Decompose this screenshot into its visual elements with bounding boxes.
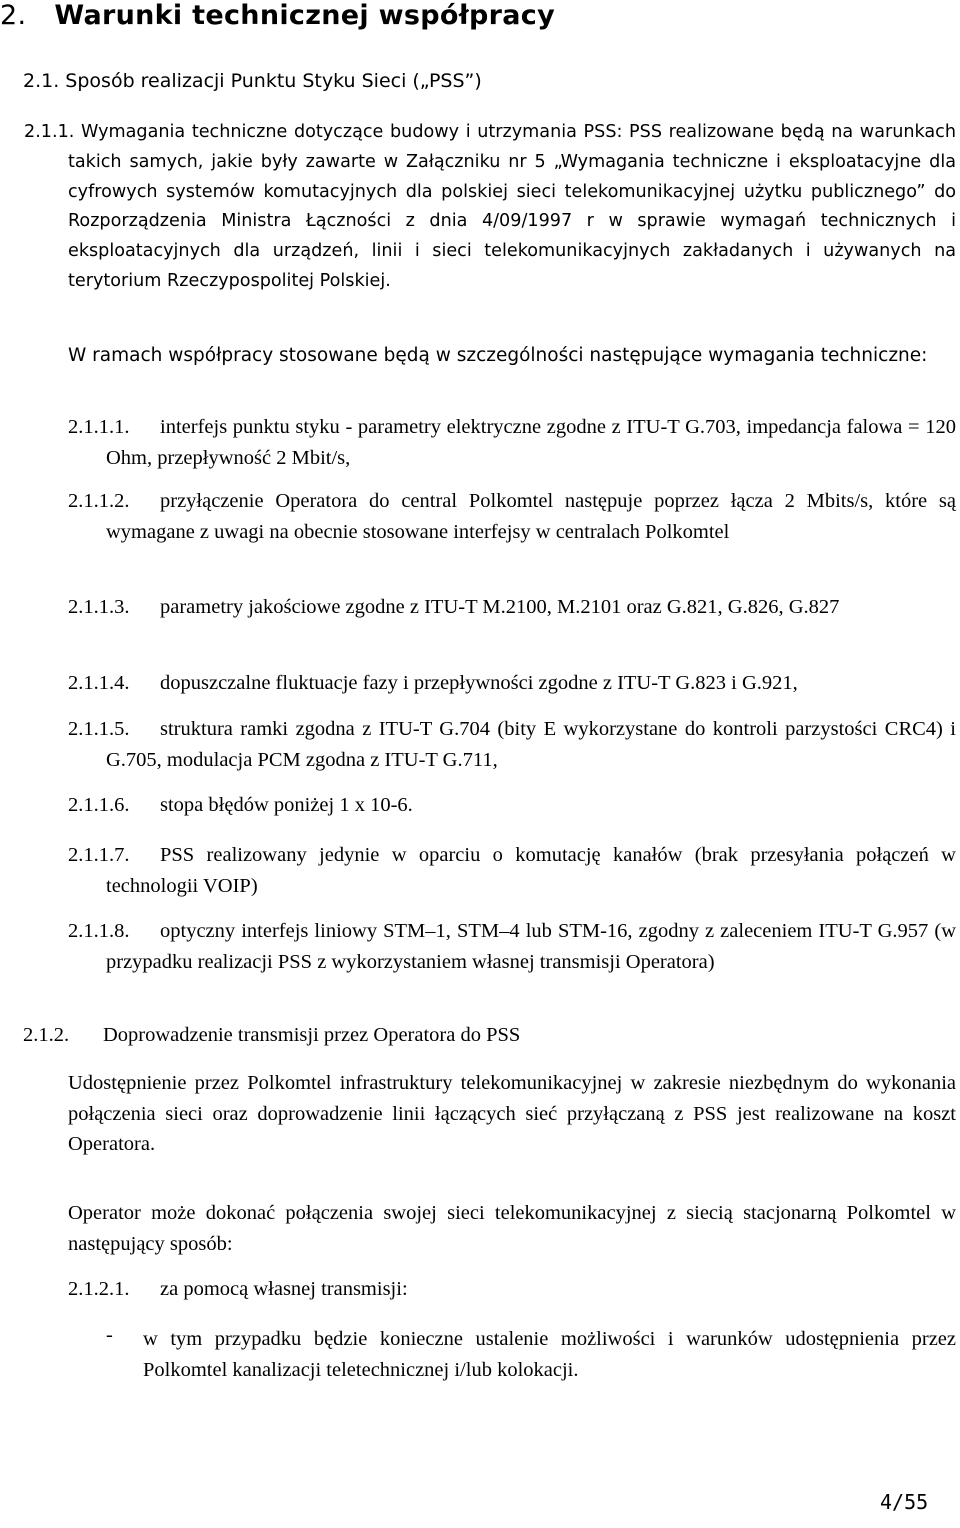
section-title: Warunki technicznej współpracy [54,0,555,31]
paragraph-label: 2.1.1. [24,122,75,142]
list-item [68,668,956,699]
intro-paragraph: W ramach współpracy stosowane będą w szczególności następujące wymagania techniczne: [68,345,928,366]
item-text: optyczny interfejs liniowy STM–1, STM–4 lub STM-16, zgodny z zaleceniem ITU-T G.957 (w przypadku realizacji PSS z wykorzystaniem własnej transmisji Operatora) [106,920,956,973]
section-number: 2. [0,0,27,31]
paragraph-udostepnienie: Udostępnienie przez Polkomtel infrastruktury telekomunikacyjnej w zakresie niezbędnym do wykonania połączenia sieci oraz doprowadzenie linii łączących sieć przyłączaną z PSS jest realizowane na koszt Operatora. [68,1072,956,1155]
subsection-2-1-2 [23,1024,520,1047]
subsection-title: Doprowadzenie transmisji przez Operatora do PSS [103,1024,521,1046]
paragraph-text: Wymagania techniczne dotyczące budowy i utrzymania PSS: PSS realizowane będą na warunkach takich samych, jakie były zawarte w Załączniku nr 5 „Wymagania techniczne i eksploatacyjne dla cyfrowych systemów komutacyjnych dla polskiej sieci telekomunikacyjnej użytku publicznego” do Rozporządzenia Ministra Łączności z dnia 4/09/1997 r w sprawie wymagań technicznych i eksploatacyjnych dla urządzeń, linii i sieci telekomunikacyjnych zakładanych i używanych na terytorium Rzeczypospolitej Polskiej. [68,122,956,291]
item-text: stopa błędów poniżej 1 x 10-6. [160,794,413,816]
item-label: 2.1.1.3. [68,596,130,618]
item-label: 2.1.1.7. [68,844,130,866]
item-text: przyłączenie Operatora do central Polkomtel następuje poprzez łącza 2 Mbits/s, które są wymagane z uwagi na obecnie stosowane interfejsy w centralach Polkomtel [106,490,956,543]
subsection-label: 2.1.2.1. [68,1278,130,1300]
bullet-dash: - [106,1324,113,1346]
item-text: struktura ramki zgodna z ITU-T G.704 (bity E wykorzystane do kontroli parzystości CRC4) i G.705, modulacja PCM zgodna z ITU-T G.711, [106,718,956,771]
item-text: dopuszczalne fluktuacje fazy i przepływności zgodne z ITU-T G.823 i G.921, [160,672,798,694]
item-text: PSS realizowany jedynie w oparciu o komutację kanałów (brak przesyłania połączeń w technologii VOIP) [106,844,956,897]
item-text: parametry jakościowe zgodne z ITU-T M.2100, M.2101 oraz G.821, G.826, G.827 [160,596,840,618]
subsection-2-1-2-1 [68,1278,408,1301]
item-text: interfejs punktu styku - parametry elektryczne zgodne z ITU-T G.703, impedancja falowa = 120 Ohm, przepływność 2 Mbit/s, [106,416,956,469]
paragraph-2-1-1 [24,118,956,297]
item-label: 2.1.1.2. [68,490,130,512]
list-item [68,916,956,977]
section-heading [0,0,555,31]
item-label: 2.1.1.5. [68,718,130,740]
list-item [68,714,956,775]
list-item [68,790,956,821]
list-item [68,592,956,623]
subsection-label: 2.1.2. [23,1024,70,1046]
list-item [68,412,956,473]
paragraph-operator: Operator może dokonać połączenia swojej sieci telekomunikacyjnej z siecią stacjonarną Polkomtel w następujący sposób: [68,1202,956,1255]
subsection-heading: 2.1. Sposób realizacji Punktu Styku Sieci („PSS”) [23,70,482,92]
list-item [68,840,956,901]
bullet-text: w tym przypadku będzie konieczne ustalenie możliwości i warunków udostępnienia przez Polkomtel kanalizacji teletechnicznej i/lub kolokacji. [143,1328,956,1381]
page-number: 4/55 [880,1490,929,1514]
subsection-title: za pomocą własnej transmisji: [160,1278,408,1300]
item-label: 2.1.1.6. [68,794,130,816]
item-label: 2.1.1.1. [68,416,130,438]
item-label: 2.1.1.4. [68,672,130,694]
item-label: 2.1.1.8. [68,920,130,942]
list-item [68,486,956,547]
